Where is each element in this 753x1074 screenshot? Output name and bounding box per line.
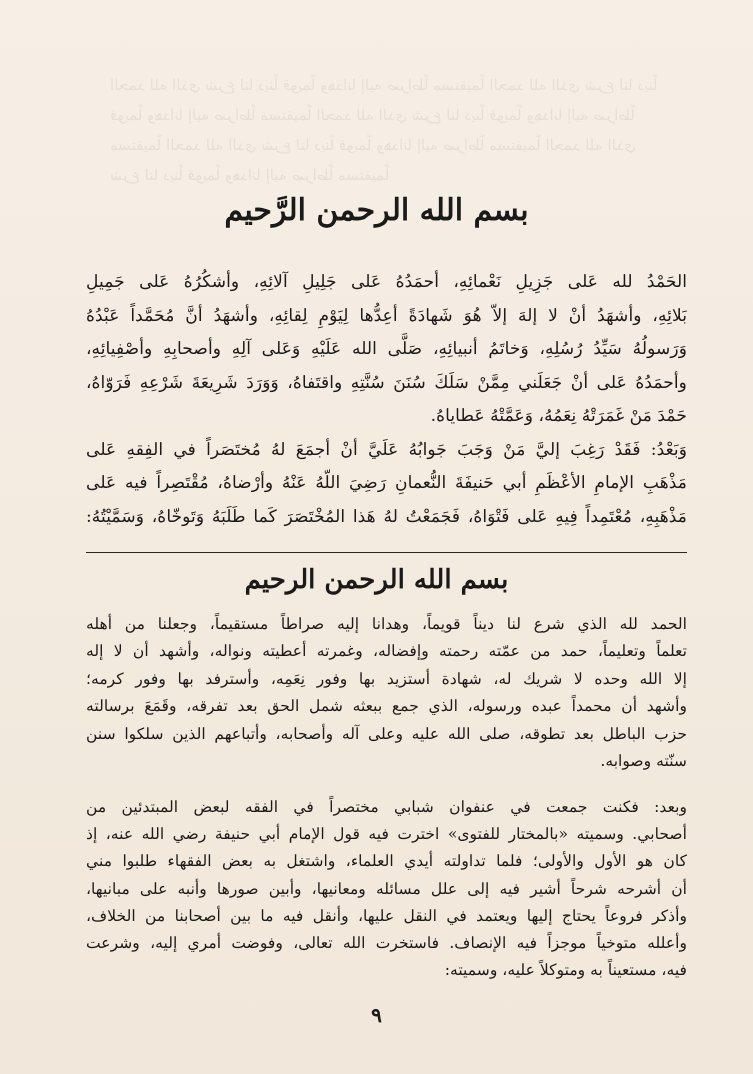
text-line: أصحابي. وسميته «بالمختار للفتوى» اخترت فيه قول الإمام أبي حنيفة رضي الله عنه، إذ xyxy=(86,825,687,844)
sub-basmala-heading: بسم الله الرحمن الرحيم xyxy=(244,565,509,595)
section-divider xyxy=(86,552,687,553)
commentary-opening-paragraph xyxy=(86,611,687,775)
page-number: ٩ xyxy=(371,1003,382,1027)
text-line: وأذكر فروعاً يحتاج إليها ويعتمد في النقل عليها، وأنقل فيه ما بين أصحابنا من الخلاف، xyxy=(86,906,687,925)
text-line: حَمْدَ مَنْ غَمَرَتْهُ نِعَمُهُ، وَعَمَّتْهُ عَطاياهُ. xyxy=(430,406,687,426)
text-line: حزب الباطل بعد تطوقه، صلى الله عليه وعلى آله وأصحابه، وأتباعهم الذين سلكوا سنن xyxy=(86,724,687,743)
text-line: كان هو الأول والأولى؛ فلما تداولته أيدي العلماء، واشتغل به بعض الفقهاء طلبوا مني xyxy=(86,852,687,871)
text-line: أن أشرحه شرحاً أشير فيه إلى علل مسائله ومعانيها، وأبين صورها وأنبه على مبانيها، xyxy=(86,879,687,898)
show-through-text: الحمد لله الذي شرع لنا ديناً قويماً وهدانا إليه صراطاً مستقيماً الحمد لله الذي شرع لنا ديناً قويماً وهدانا إليه صراطاً مستقيماً الحمد لله الذي شرع لنا ديناً قويماً وهدانا إليه صراطاً مستقيماً الحمد لله الذي شرع لنا ديناً قويماً وهدانا إليه صراطاً مستقيماً الحمد لله الذي شرع لنا ديناً قويماً وهدانا إليه صراطاً مستقيماً xyxy=(110,76,658,184)
main-basmala-heading: بسم الله الرحمن الرَّحيم xyxy=(224,193,529,228)
text-line: وأعلله متوخياً موجزاً فيه الإنصاف. فاستخرت الله تعالى، وفوضت أمري إليه، وشرعت xyxy=(86,934,687,953)
text-line: مَذْهَبِ الإمامِ الأعْظَمِ أبي حَنيفَةَ النُّعمانِ رَضِيَ اللّهُ عَنْهُ وأرْضاهُ، مُقْتَصِراً فيه عَلى xyxy=(86,473,687,493)
text-line: الحَمْدُ لله عَلى جَزِيلِ نَعْمائِهِ، أحمَدُهُ عَلى جَلِيلِ آلائِهِ، وأشكُرُهُ عَلى جَمِيلِ xyxy=(86,272,687,292)
text-line: بَلائِهِ، وأشهَدُ أنْ لا إلهَ إلاّ هُوَ شَهادَةً أعِدُّها لِيَوْمِ لِقائِهِ، وأشهَدُ أنَّ مُحَمَّداً عَبْدُهُ xyxy=(86,305,687,326)
text-line: وَرَسولُهُ سَيِّدُ رُسُلِهِ، وَخاتَمُ أنبيائِهِ، صَلَّى الله عَلَيْهِ وَعَلى آلِهِ وأصحابِهِ وأصْفِيائِهِ، xyxy=(86,339,687,359)
text-line: الحمد لله الذي شرع لنا ديناً قويماً، وهدانا إليه صراطاً مستقيماً، وجعلنا من أهله xyxy=(86,615,687,633)
text-line: فيه، مستعيناً به ومتوكلاً عليه، وسميته: xyxy=(444,961,687,980)
text-line: سنّته وصوابه. xyxy=(600,752,687,771)
text-line: وأشهد أن محمداً عبده ورسوله، الذي جمع ببعثه شمل الحق بعد تفرقه، وقَمَعَ برسالته xyxy=(86,697,687,716)
text-line: إلا الله وحده لا شريك له، شهادة أستزيد بها وفور نِعَمِه، وأسترفد بها وفور كرمه؛ xyxy=(86,669,687,688)
text-line: وأحمَدُهُ عَلى أنْ جَعَلَني مِمَّنْ سَلَكَ سُنَنَ سُنَّتِهِ واقتَفاهُ، وَوَرَدَ شَرِيعَةَ شَرْعِهِ فَرَوّاهُ، xyxy=(86,372,687,393)
text-line: وَبَعْدُ: فَقَدْ رَغِبَ إليَّ مَنْ وَجَبَ جَوابُهُ عَلَيَّ أنْ أجمَعَ لهُ مُختَصَراً في الفِقهِ عَلى xyxy=(86,439,687,460)
author-introduction xyxy=(86,266,687,534)
commentary-second-paragraph xyxy=(86,794,687,984)
text-line: مَذْهَبِهِ، مُعْتَمِداً فِيهِ عَلى فَتْوَاهُ، فَجَمَعْتُ لهُ هَذا المُخْتَصَرَ كَما طَلَبَهُ وَتَوخّاهُ، وَسَمَّيْتُهُ: xyxy=(86,506,687,527)
text-line: وبعد: فكنت جمعت في عنفوان شبابي مختصراً في الفقه لبعض المبتدئين من xyxy=(86,798,687,816)
text-line: تعلماً وتعليماً، حمد من عمّته رحمته وإفضاله، وغمرته أعطيته ونواله، وأشهد أن لا إله xyxy=(86,642,687,661)
